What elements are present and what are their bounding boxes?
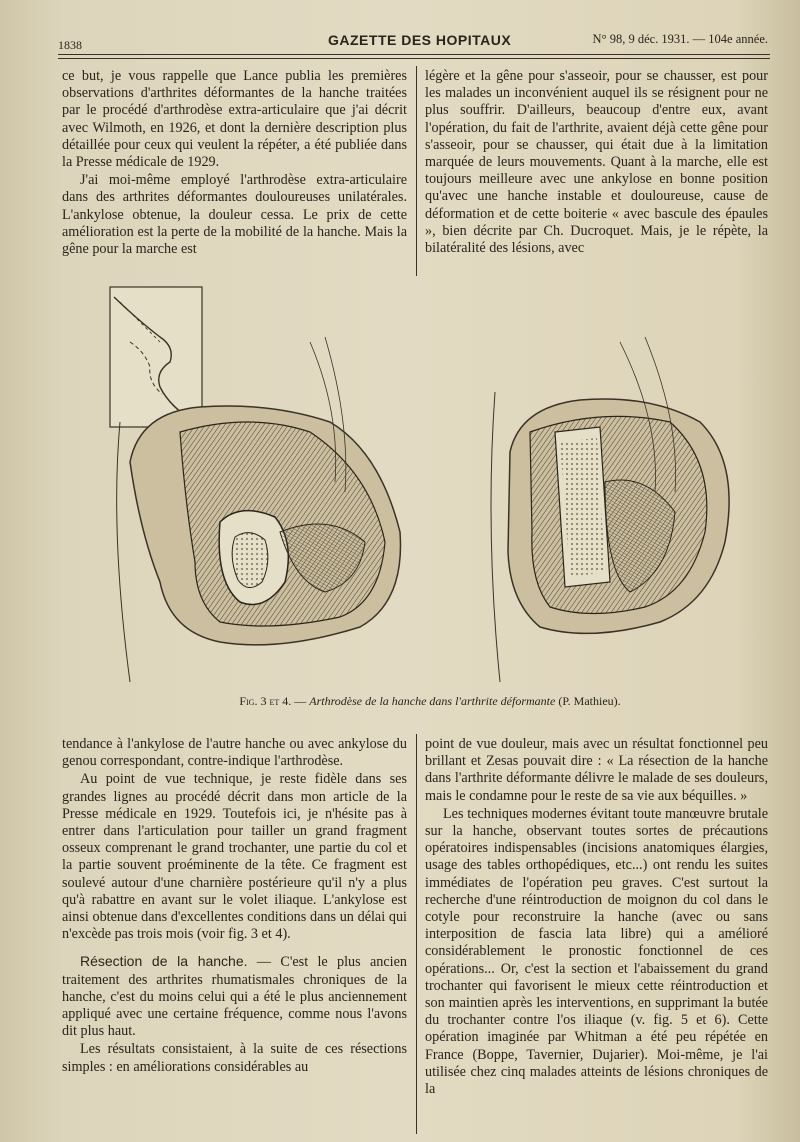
paragraph: tendance à l'ankylose de l'autre hanche ou avec ankylose du genou correspondant, contre-indique l'arthrodèse. xyxy=(62,736,407,770)
column-divider xyxy=(416,66,417,276)
paragraph: Les techniques modernes évitant toute manœuvre brutale sur la hanche, observant toutes sortes de précautions opératoires indispensables (incisions anatomiques élargies, usage des tables orthopédiques, etc...) ont rendu les suites immédiates de l'opération peu graves. C'est surtout la recherche d'une réintroduction de moignon du col dans le cotyle pour reconstruire la hanche (avec ou sans interposition de fascia lata libre) qui a amélioré considérablement le pronostic fonctionnel de ces opérations... Or, c'est la section et l'abaissement du grand trochanter qui favorisent le mieux cette réintroduction et son maintien après les interventions, en supprimant la butée du trochanter contre l'os iliaque (v. fig. 5 et 6). Cette opération imaginée par Whitman a été peu répétée en France (Boppe, Tavernier, Dujarier). Moi-même, je l'ai utilisée chez cinq malades atteints de lésions chroniques de la xyxy=(425,805,768,1098)
paragraph: point de vue douleur, mais avec un résultat fonctionnel peu brillant et Zesas pouvait dire : « La résection de la hanche dans l'arthrite déformante délivre le malade de ses douleurs, mais le condamne pour le reste de sa vie aux béquilles. » xyxy=(425,736,768,804)
paragraph: Au point de vue technique, je reste fidèle dans ses grandes lignes au procédé décrit dans mon article de la Presse médicale en 1929. Toutefois ici, je n'hésite pas à entrer dans l'articulation pour tailler un grand fragment osseux comprenant le grand trochanter, une partie du col et la partie souvent proéminente de la tête. Ce fragment est soulevé autour d'une charnière postérieure qu'il n'y a plus qu'à rabattre en avant sur le volet iliaque. L'ankylose est ainsi obtenue dans d'excellentes conditions dans un délai qui n'excède pas trois mois (voir fig. 3 et 4). xyxy=(62,771,407,943)
section-paragraph xyxy=(62,953,407,1040)
header-rule xyxy=(58,54,770,55)
caption-author: (P. Mathieu). xyxy=(555,694,621,708)
right-column-top xyxy=(425,68,768,257)
paragraph: légère et la gêne pour s'asseoir, pour se chausser, est pour les malades un inconvénient auquel ils se résignent pour ne plus souffrir. D'ailleurs, beaucoup d'entre eux, avant l'opération, du fait de l'arthrite, avaient déjà cette gêne pour s'asseoir, pour se chausser, qui était due à la limitation marquée de leurs mouvements. Quant à la marche, elle est toujours meilleure avec une ankylose en bonne position qu'avec une hanche instable et douloureuse, cause de déformation et de cette boiterie « avec bascule des épaules », bien décrite par Ch. Ducroquet. Mais, je le répète, la bilatéralité des lésions, avec xyxy=(425,68,768,257)
caption-figure-number: Fig. 3 et 4. xyxy=(239,694,292,708)
issue-info: N° 98, 9 déc. 1931. — 104e année. xyxy=(592,32,768,46)
journal-title: GAZETTE DES HOPITAUX xyxy=(328,32,512,48)
section-heading: Résection de la hanche. xyxy=(80,953,248,970)
figure-caption xyxy=(200,694,660,709)
left-column-top xyxy=(62,68,407,258)
page-number: 1838 xyxy=(58,38,82,52)
paragraph: Les résultats consistaient, à la suite de ces résections simples : en améliorations considérables au xyxy=(62,1041,407,1075)
paragraph: J'ai moi-même employé l'arthrodèse extra-articulaire dans des arthrites déformantes douloureuses unilatérales. L'ankylose obtenue, la douleur cessa. Le prix de cette amélioration est la perte de la mobilité de la hanche. Mais la gêne pour la marche est xyxy=(62,172,407,258)
page-header xyxy=(58,30,768,52)
header-rule-double xyxy=(58,58,770,59)
right-column-bottom xyxy=(425,736,768,1098)
column-divider xyxy=(416,734,417,1134)
arthrodesis-illustration xyxy=(100,282,750,692)
section-text: — C'est le plus ancien traitement des arthrites rhumatismales chroniques de la hanche, c'est du moins celui qui a été le plus anciennement appliqué avec une certaine fréquence, comme nous l'avons dit plus haut. xyxy=(62,954,407,1040)
figure-4 xyxy=(491,337,729,682)
left-column-bottom xyxy=(62,736,407,1076)
caption-dash: — xyxy=(291,694,310,708)
inset-diagram xyxy=(110,287,202,427)
caption-title: Arthrodèse de la hanche dans l'arthrite déformante xyxy=(309,694,556,708)
paragraph: ce but, je vous rappelle que Lance publia les premières observations d'arthrites déformantes de la hanche traitées par le procédé d'arthrodèse extra-articulaire que j'ai décrit avec Wilmoth, en 1926, et dont la dernière description plus détaillée pour ceux qui veulent la répéter, a été publiée dans la Presse médicale de 1929. xyxy=(62,68,407,171)
